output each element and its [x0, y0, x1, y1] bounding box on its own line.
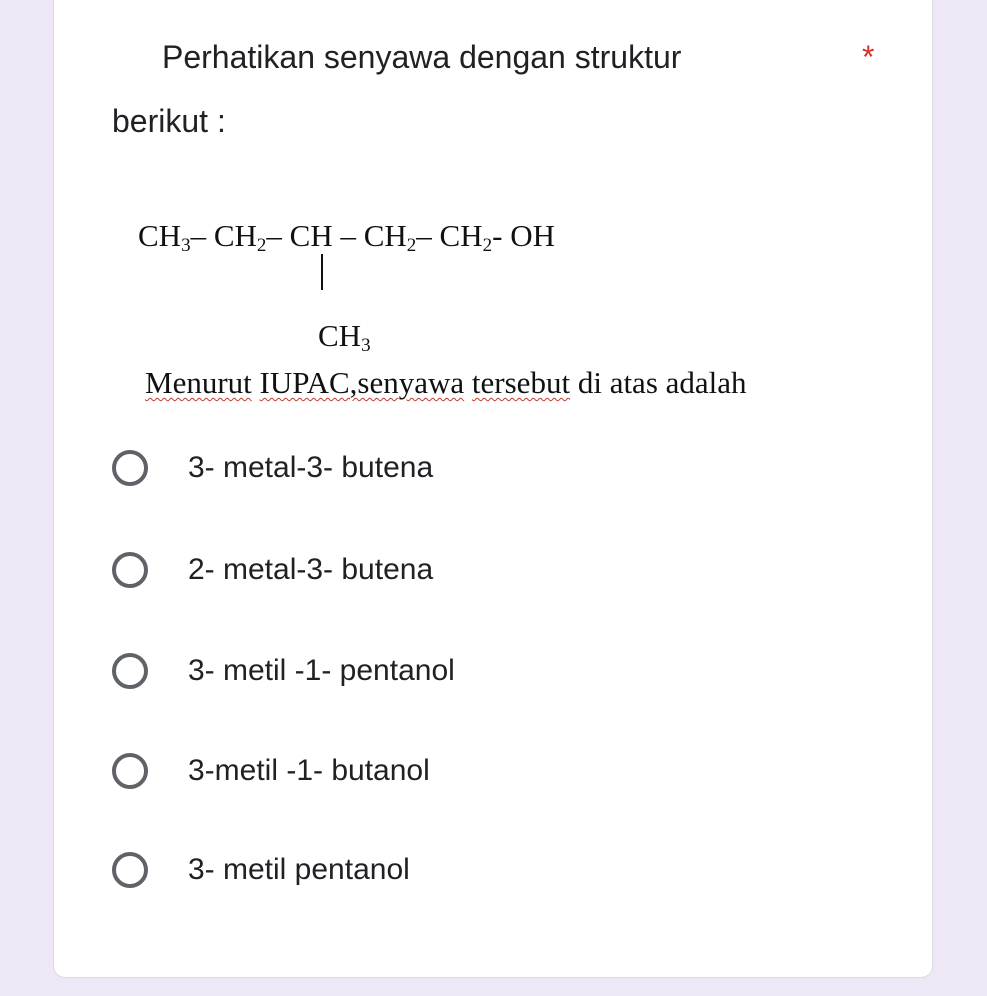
prompt-word: Menurut [145, 365, 252, 400]
structural-formula [138, 218, 555, 257]
option-label: 3- metil -1- pentanol [188, 654, 455, 687]
formula-branch-bond [321, 254, 323, 290]
option-4[interactable] [112, 746, 430, 796]
question-title-line1: Perhatikan senyawa dengan struktur [162, 39, 682, 75]
formula-branch-methyl: $CH_3$ [318, 318, 371, 356]
question-title-line2: berikut : [112, 103, 226, 139]
formula-group-5: - OH [492, 218, 555, 253]
formula-group-4: – $CH_2$ [416, 218, 493, 256]
option-label: 2- metal-3- butena [188, 553, 434, 586]
page-background-edge [0, 0, 6, 996]
formula-group-2: – $CH_2$ [190, 218, 267, 256]
prompt-word: adalah [665, 365, 747, 400]
option-label: 3-metil -1- butanol [188, 754, 430, 787]
formula-group-1: $CH_3$ [138, 218, 191, 256]
prompt-word: di [577, 365, 602, 400]
option-label: 3- metal-3- butena [188, 451, 434, 484]
option-3[interactable] [112, 646, 455, 696]
radio-button[interactable] [112, 653, 148, 689]
question-prompt [145, 365, 747, 401]
radio-button[interactable] [112, 753, 148, 789]
prompt-word: tersebut [471, 365, 571, 400]
radio-button[interactable] [112, 552, 148, 588]
formula-group-3: – CH – $CH_2$ [266, 218, 417, 256]
radio-button[interactable] [112, 450, 148, 486]
option-5[interactable] [112, 845, 410, 895]
option-2[interactable] [112, 545, 433, 595]
option-label: 3- metil pentanol [188, 853, 410, 886]
radio-button[interactable] [112, 852, 148, 888]
question-title [112, 25, 912, 153]
prompt-word: IUPAC,senyawa [259, 365, 465, 400]
prompt-word: atas [609, 365, 658, 400]
required-asterisk: * [862, 39, 875, 75]
option-1[interactable] [112, 443, 433, 493]
